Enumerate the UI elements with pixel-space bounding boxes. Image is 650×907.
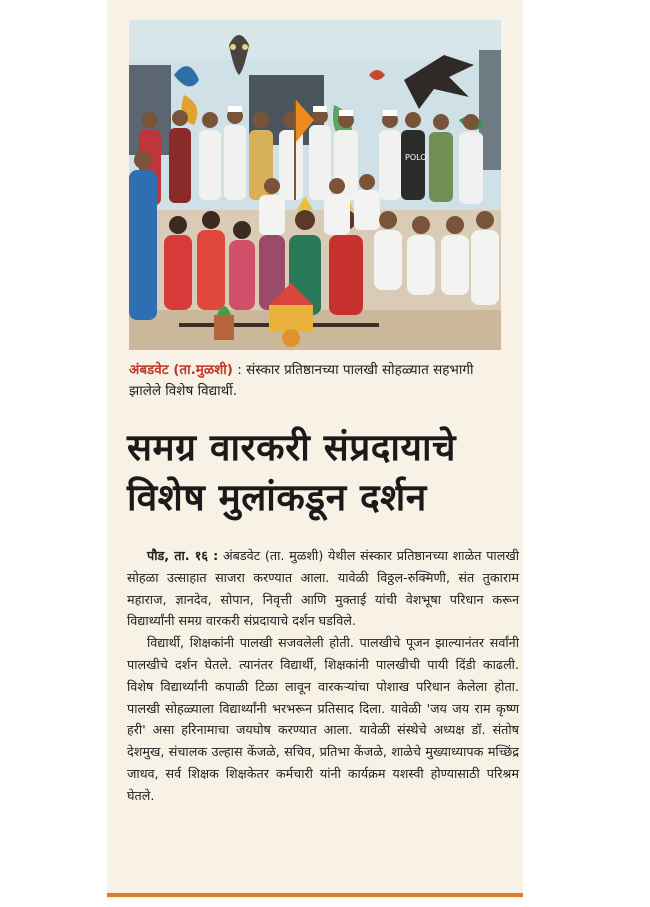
headline-line-2: विशेष मुलांकडून दर्शन xyxy=(127,475,427,519)
article-paragraph xyxy=(127,545,519,632)
palkhi-group-photo xyxy=(129,20,501,350)
headline xyxy=(127,422,517,522)
newspaper-clipping xyxy=(107,0,523,898)
photo-caption xyxy=(129,360,509,402)
paragraph-1-text: अंबडवेट (ता. मुळशी) येथील संस्कार प्रतिष्ठानच्या शाळेत पालखी सोहळा उत्साहात साजरा करण्यात आला. यावेळी विठ्ठल-रुक्मिणी, संत तुकाराम महाराज, ज्ञानदेव, सोपान, निवृत्ती आणि मुक्ताई यांची वेशभूषा परिधान करून विद्यार्थ्यांनी समग्र वारकरी संप्रदायाचे दर्शन घडविले. xyxy=(127,548,519,629)
caption-place: अंबडवेट (ता.मुळशी) xyxy=(129,362,233,378)
article-body xyxy=(127,545,519,807)
poster-text: POLO xyxy=(405,153,427,162)
article-paragraph: विद्यार्थी, शिक्षकांनी पालखी सजवलेली होती. पालखीचे पूजन झाल्यानंतर सर्वांनी पालखीचे दर्शन घेतले. त्यानंतर विद्यार्थी, शिक्षकांनी पालखीची पायी दिंडी काढली. विशेष विद्यार्थ्यांनी कपाळी टिळा लावून वारकऱ्यांचा पोशाख परिधान केलेला होता. पालखी सोहळ्याला विद्यार्थ्यांनी भरभरून प्रतिसाद दिला. यावेळी 'जय जय राम कृष्ण हरी' असा हरिनामाचा जयघोष करण्यात आला. यावेळी संस्थेचे अध्यक्ष डॉ. संतोष देशमुख, संचालक उल्हास केंजळे, सचिव, प्रतिभा केंजळे, शाळेचे मुख्याध्यापक मच्छिंद्र जाधव, सर्व शिक्षक शिक्षकेतर कर्मचारी यांनी कार्यक्रम यशस्वी होण्यासाठी परिश्रम घेतले. xyxy=(127,635,519,803)
bottom-rule xyxy=(107,893,523,897)
caption-text: : संस्कार प्रतिष्ठानच्या पालखी सोहळ्यात सहभागी झालेले विशेष विद्यार्थी. xyxy=(129,362,474,399)
dateline: पौड, ता. १६ : xyxy=(147,548,219,563)
news-photo xyxy=(129,20,501,350)
headline-line-1: समग्र वारकरी संप्रदायाचे xyxy=(127,425,457,469)
